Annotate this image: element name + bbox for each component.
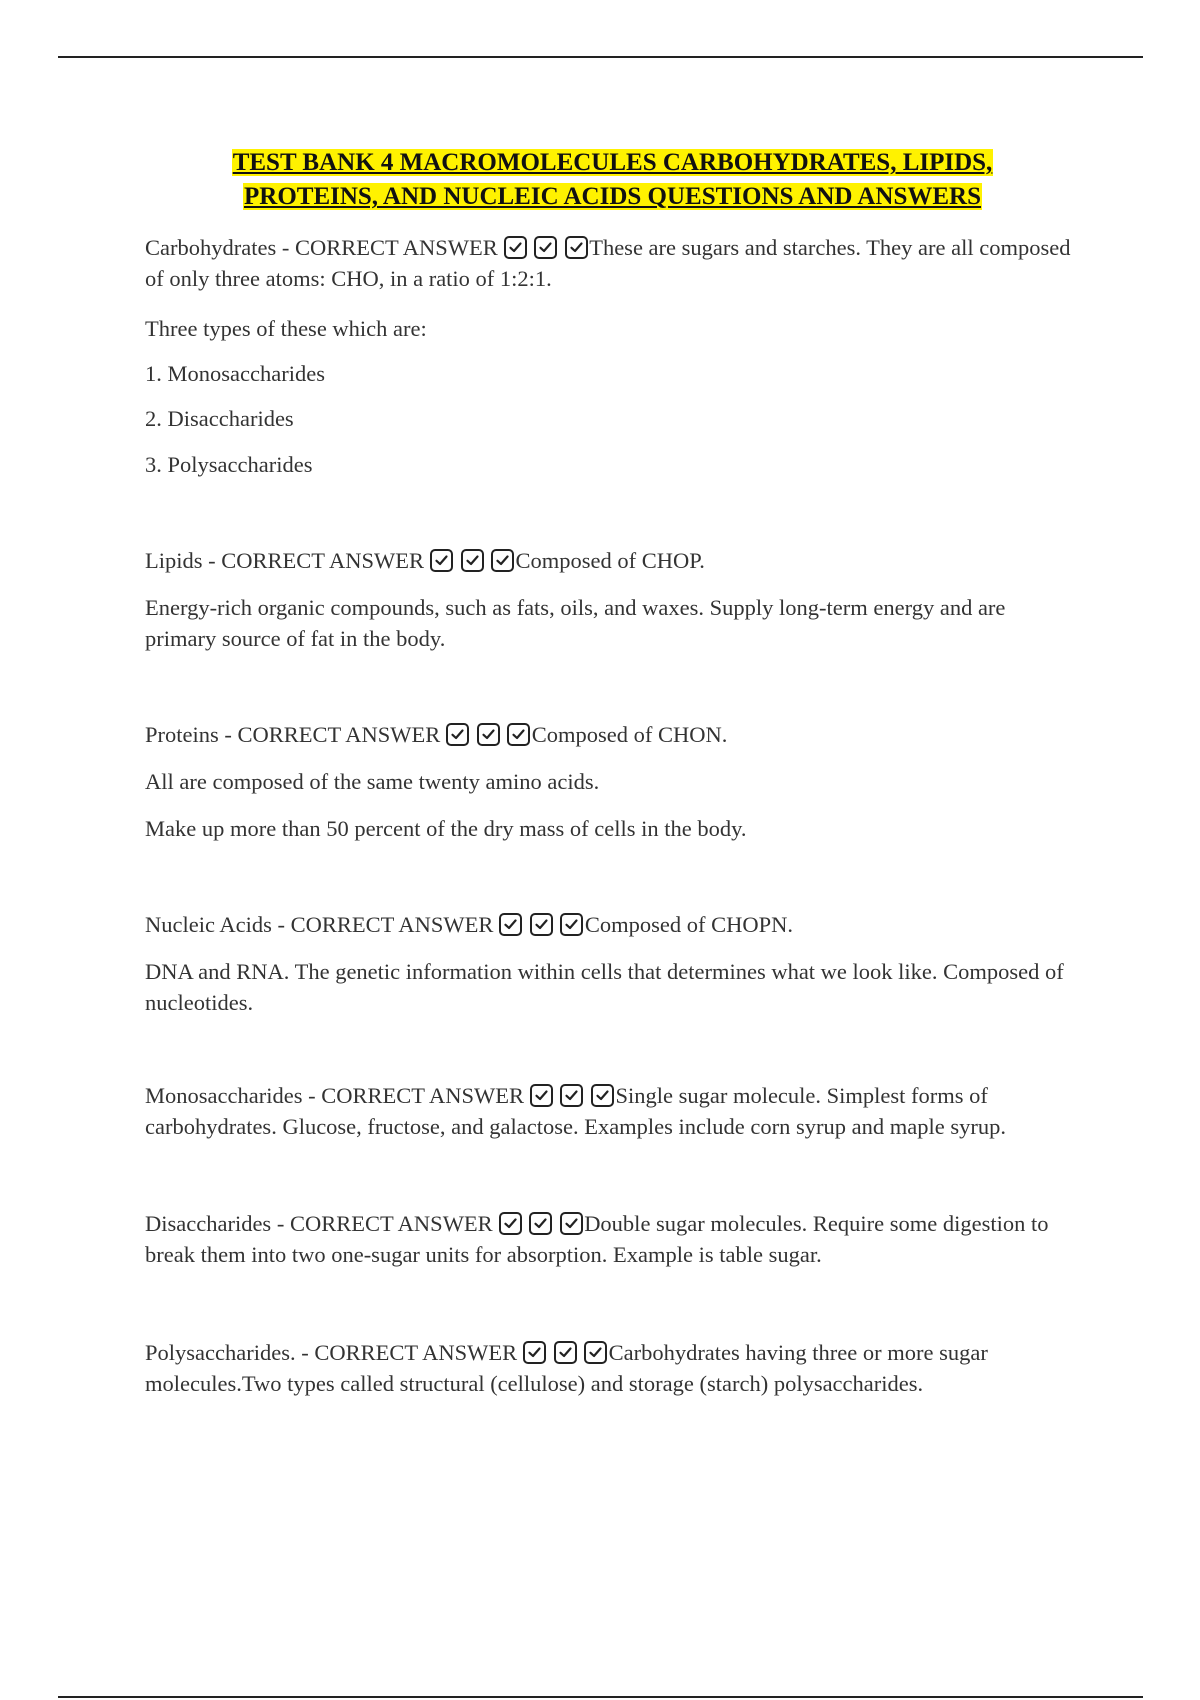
checkbox-icon (529, 1212, 552, 1235)
checkbox-icon (584, 1341, 607, 1364)
entry-term: Carbohydrates - (145, 235, 295, 260)
answer-marker: CORRECT ANSWER (321, 1083, 524, 1108)
list-item: 3. Polysaccharides (145, 452, 313, 477)
list-item: 1. Monosaccharides (145, 361, 325, 386)
entry-disaccharides (145, 1208, 1080, 1270)
entry-answer: Composed of CHOP. (515, 548, 705, 573)
entry-term: Nucleic Acids - (145, 912, 291, 937)
entry-answer: Single sugar molecule. Simplest forms of carbohydrates. Glucose, fructose, and galactose. Examples include corn syrup and maple syrup. (145, 1083, 1006, 1139)
entry-answer: Composed of CHOPN. (584, 912, 793, 937)
checkbox-icon (534, 236, 557, 259)
answer-marker: CORRECT ANSWER (290, 912, 494, 937)
answer-marker: CORRECT ANSWER (294, 235, 498, 260)
checkbox-icon (560, 1084, 583, 1107)
entry-answer: Composed of CHON. (531, 722, 728, 747)
answer-marker: CORRECT ANSWER (314, 1340, 518, 1365)
top-rule (58, 56, 1143, 58)
entry-proteins (145, 719, 1080, 750)
entry-monosaccharides (145, 1080, 1080, 1142)
entry-answer: Double sugar molecules. Require some digestion to break them into two one-sugar units for absorption. Example is table sugar. (145, 1211, 1049, 1267)
checkbox-icon (591, 1084, 614, 1107)
title-line-1: TEST BANK 4 MACROMOLECULES CARBOHYDRATES, LIPIDS, (232, 149, 993, 176)
answer-marker: CORRECT ANSWER (289, 1211, 493, 1236)
title-line-2: PROTEINS, AND NUCLEIC ACIDS QUESTIONS AND ANSWERS (244, 183, 981, 210)
checkbox-icon (560, 1212, 583, 1235)
checkbox-icon (461, 549, 484, 572)
checkbox-icon (491, 549, 514, 572)
checkbox-icon (554, 1341, 577, 1364)
entry-carbohydrates (145, 232, 1080, 294)
entry-extra: Energy-rich organic compounds, such as fats, oils, and waxes. Supply long-term energy and are primary source of fat in the body. (145, 595, 1006, 651)
entry-extra: DNA and RNA. The genetic information within cells that determines what we look like. Composed of nucleotides. (145, 959, 1064, 1015)
checkbox-icon (565, 236, 588, 259)
bottom-rule (58, 1696, 1143, 1698)
entry-answer: These are sugars and starches. They are all composed of only three atoms: CHO, in a ratio of 1:2:1. (145, 235, 1071, 291)
checkbox-icon (499, 1212, 522, 1235)
entry-term: Disaccharides - (145, 1211, 290, 1236)
checkbox-icon (507, 723, 530, 746)
checkbox-icon (430, 549, 453, 572)
checkbox-icon (523, 1341, 546, 1364)
checkbox-icon (504, 236, 527, 259)
list-item: 2. Disaccharides (145, 406, 294, 431)
entry-term: Monosaccharides - (145, 1083, 322, 1108)
entry-term: Proteins - (145, 722, 238, 747)
checkbox-icon (530, 1084, 553, 1107)
entry-term: Lipids - (145, 548, 222, 573)
entry-extra: Three types of these which are: (145, 316, 427, 341)
entry-polysaccharides (145, 1337, 1080, 1399)
checkbox-icon (560, 913, 583, 936)
entry-term: Polysaccharides. - (145, 1340, 315, 1365)
entry-extra: All are composed of the same twenty amino acids. (145, 769, 600, 794)
entry-nucleic-acids (145, 909, 1080, 940)
checkbox-icon (446, 723, 469, 746)
entry-extra: Make up more than 50 percent of the dry mass of cells in the body. (145, 816, 747, 841)
checkbox-icon (530, 913, 553, 936)
entry-answer: Carbohydrates having three or more sugar molecules.Two types called structural (cellulose) and storage (starch) polysaccharides. (145, 1340, 988, 1396)
checkbox-icon (499, 913, 522, 936)
answer-marker: CORRECT ANSWER (237, 722, 441, 747)
entry-lipids (145, 545, 1080, 576)
answer-marker: CORRECT ANSWER (221, 548, 424, 573)
checkbox-icon (477, 723, 500, 746)
document-title (145, 146, 1080, 214)
